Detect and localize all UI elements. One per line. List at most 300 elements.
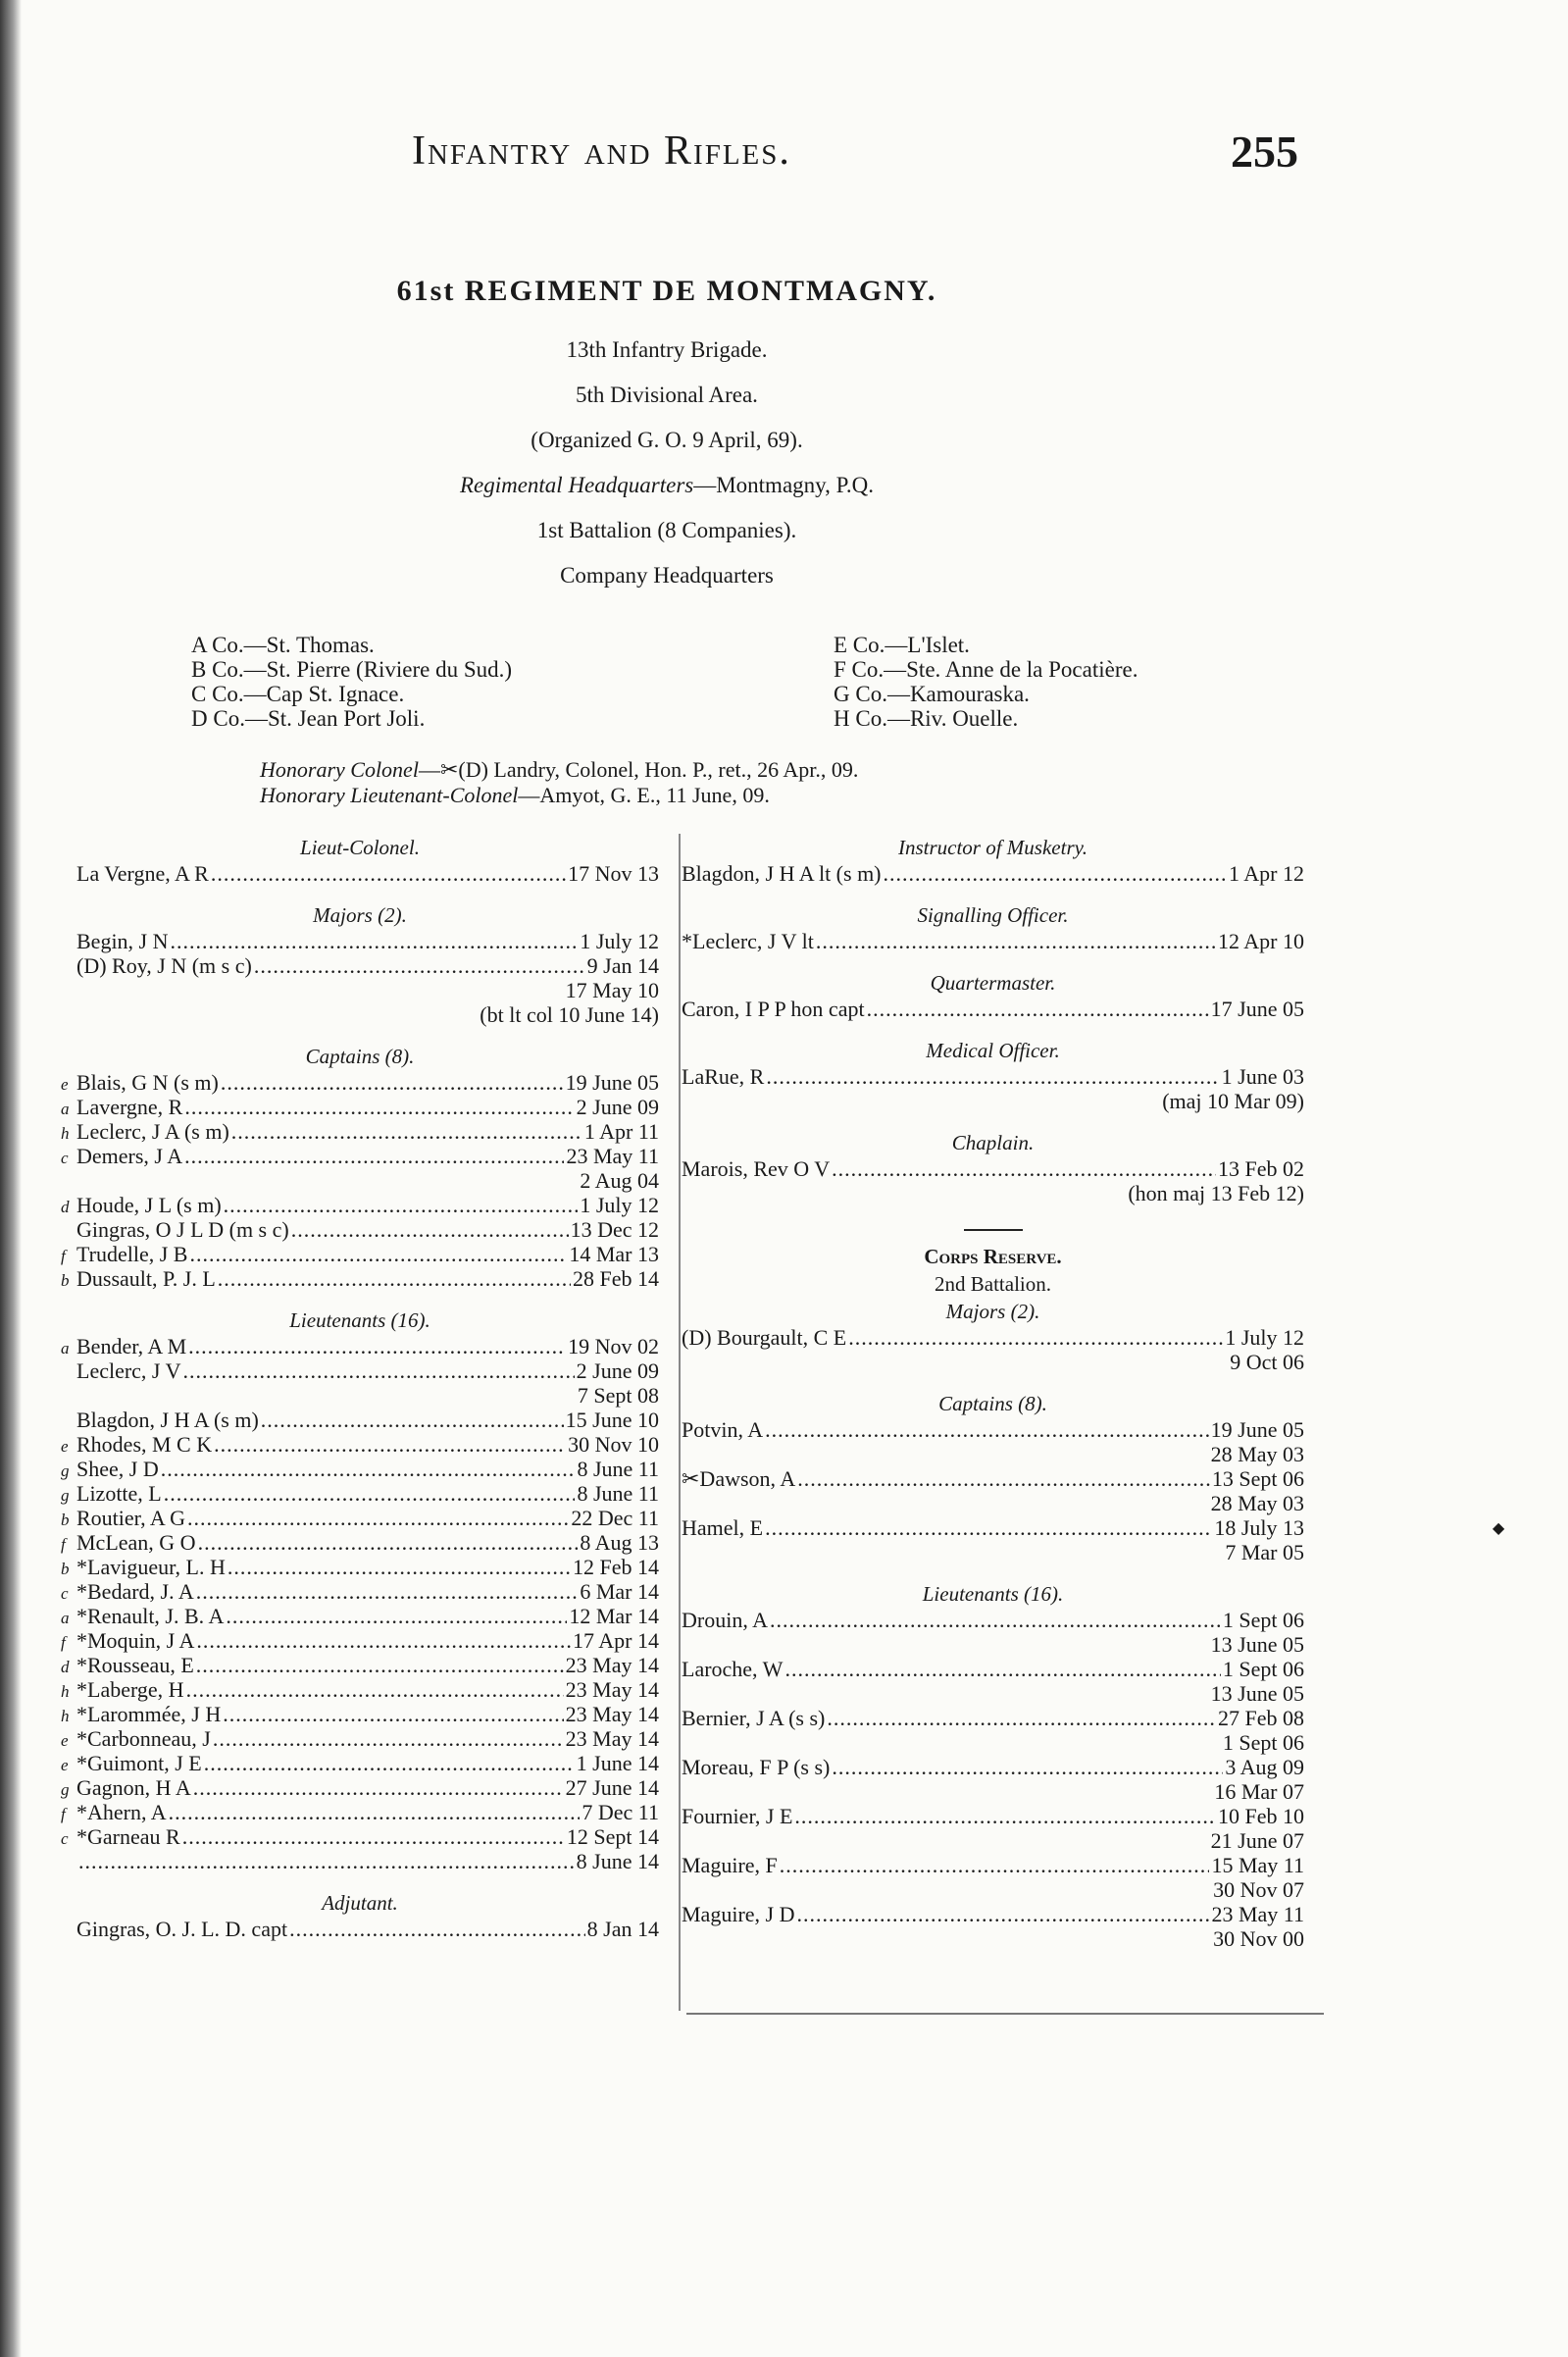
officer-entry: [61, 1193, 659, 1217]
company-letter: e: [61, 1756, 69, 1774]
officer-entry: [682, 1657, 1304, 1681]
honorary-lt-colonel-label: Honorary Lieutenant-Colonel: [260, 783, 519, 807]
honorary-lt-colonel-value: —Amyot, G. E., 11 June, 09.: [518, 783, 770, 807]
officer-entry: [682, 1466, 1304, 1491]
officer-entry: [682, 997, 1304, 1021]
leader-dots: [78, 1849, 575, 1873]
officer-name: Lizotte, L: [76, 1481, 162, 1506]
company-letter: g: [61, 1780, 70, 1799]
company-item: D Co.—St. Jean Port Joli.: [191, 706, 426, 731]
leader-dots: [832, 1156, 1216, 1181]
officer-name: *Bedard, J. A: [76, 1579, 194, 1604]
officer-name: La Vergne, A R: [76, 861, 209, 886]
section-gap: [682, 1951, 1304, 1967]
appointment-date: 23 May 11: [566, 1144, 659, 1168]
leader-dots: [780, 1853, 1210, 1877]
appointment-date: 23 May 11: [1211, 1902, 1304, 1926]
section-heading: Majors (2).: [945, 1300, 1040, 1323]
regiment-header: [177, 275, 1157, 608]
officer-entry: [61, 1070, 659, 1095]
organized-date: (Organized G. O. 9 April, 69).: [531, 428, 803, 452]
appointment-date: 8 Aug 13: [580, 1530, 659, 1555]
section-heading: Lieutenants (16).: [922, 1582, 1064, 1606]
section-gap: [61, 1873, 659, 1889]
officer-name: Blagdon, J H A (s m): [76, 1408, 259, 1432]
company-letter: c: [61, 1584, 69, 1603]
appointment-date: 17 Nov 13: [568, 861, 659, 886]
officer-name: *Lavigueur, L. H: [76, 1555, 226, 1579]
leader-dots: [770, 1608, 1221, 1632]
officer-entry: [682, 861, 1304, 886]
appointment-date: 1 Sept 06: [1222, 1657, 1304, 1681]
officer-entry: [61, 1334, 659, 1358]
leader-dots: [183, 1358, 575, 1383]
officer-entry: [61, 1506, 659, 1530]
section-gap: [61, 886, 659, 901]
officer-entry: [682, 1156, 1304, 1181]
leader-dots: [204, 1751, 575, 1775]
officer-name: *Larommée, J H: [76, 1702, 222, 1726]
appointment-date: 27 June 14: [565, 1775, 659, 1800]
officer-entry: [61, 1751, 659, 1775]
additional-date: 7 Sept 08: [577, 1383, 659, 1408]
officer-name: *Rousseau, E: [76, 1653, 194, 1677]
appointment-date: 2 June 09: [576, 1095, 659, 1119]
leader-dots: [214, 1432, 566, 1457]
column-divider: [679, 834, 681, 2011]
officer-name: Bernier, J A (s s): [682, 1706, 826, 1730]
appointment-date: 1 Apr 12: [1229, 861, 1304, 886]
leader-dots: [261, 1408, 564, 1432]
regiment-title: 61st REGIMENT DE MONTMAGNY.: [396, 275, 937, 307]
leader-dots: [223, 1702, 563, 1726]
appointment-date: 19 Nov 02: [568, 1334, 659, 1358]
appointment-date: 22 Dec 11: [571, 1506, 659, 1530]
appointment-date: 18 July 13: [1214, 1515, 1304, 1540]
section-gap: [61, 1941, 659, 1957]
appointment-date: 8 June 14: [576, 1849, 659, 1873]
company-list-left: [191, 633, 512, 731]
company-letter: h: [61, 1124, 70, 1143]
honorary-colonel-label: Honorary Colonel: [260, 757, 419, 782]
section-heading: Quartermaster.: [930, 971, 1056, 995]
bottom-rule: [686, 2013, 1324, 2015]
section-heading: Instructor of Musketry.: [897, 836, 1088, 859]
officer-name: *Moquin, J A: [76, 1628, 195, 1653]
appointment-date: 1 June 03: [1221, 1064, 1304, 1089]
appointment-date: 1 July 12: [580, 1193, 659, 1217]
additional-date: 30 Nov 07: [1213, 1877, 1304, 1902]
company-item: E Co.—L'Islet.: [834, 633, 970, 657]
company-letter: b: [61, 1560, 70, 1578]
section-heading: Lieut-Colonel.: [300, 836, 420, 859]
officer-entry: [61, 1628, 659, 1653]
leader-dots: [765, 1515, 1212, 1540]
brigade: 13th Infantry Brigade.: [566, 337, 768, 362]
leader-dots: [182, 1824, 565, 1849]
company-list-right: [834, 633, 1138, 731]
officer-name: *Laberge, H: [76, 1677, 184, 1702]
reserve-title: Corps Reserve.: [924, 1245, 1062, 1268]
leader-dots: [161, 1457, 576, 1481]
appointment-date: 17 Apr 14: [573, 1628, 659, 1653]
leader-dots: [196, 1628, 571, 1653]
leader-dots: [884, 861, 1227, 886]
running-title: Infantry and Rifles.: [412, 128, 791, 174]
officer-name: Blais, G N (s m): [76, 1070, 219, 1095]
company-letter: h: [61, 1707, 70, 1725]
officer-entry: [61, 1481, 659, 1506]
officer-name: Drouin, A: [682, 1608, 768, 1632]
section-gap: [682, 1374, 1304, 1390]
officer-name: Potvin, A: [682, 1417, 764, 1442]
leader-dots: [827, 1706, 1216, 1730]
appointment-date: 23 May 14: [565, 1653, 659, 1677]
officer-entry: [61, 1358, 659, 1383]
officer-name: Lavergne, R: [76, 1095, 183, 1119]
appointment-date: 17 June 05: [1210, 997, 1304, 1021]
leader-dots: [198, 1530, 579, 1555]
officer-name: Houde, J L (s m): [76, 1193, 222, 1217]
company-letter: e: [61, 1075, 69, 1094]
leader-dots: [784, 1657, 1220, 1681]
officer-name: Gingras, O. J. L. D. capt: [76, 1917, 288, 1941]
officer-name: *Carbonneau, J: [76, 1726, 211, 1751]
officer-entry: [61, 1530, 659, 1555]
leader-dots: [231, 1119, 582, 1144]
additional-date: 7 Mar 05: [1225, 1540, 1304, 1564]
leader-dots: [193, 1775, 564, 1800]
additional-date: 16 Mar 07: [1214, 1779, 1304, 1804]
officer-name: Maguire, F: [682, 1853, 778, 1877]
leader-dots: [189, 1242, 567, 1266]
company-item: C Co.—Cap St. Ignace.: [191, 682, 405, 706]
officer-entry: [682, 1515, 1304, 1540]
officer-entry: [61, 1800, 659, 1824]
company-letter: g: [61, 1461, 70, 1480]
leader-dots: [867, 997, 1209, 1021]
additional-date: 17 May 10: [565, 978, 659, 1002]
officer-entry: [61, 1457, 659, 1481]
section-gap: [682, 1564, 1304, 1580]
leader-dots: [213, 1726, 564, 1751]
officer-entry: [61, 861, 659, 886]
company-letter: b: [61, 1271, 70, 1290]
officer-entry: [61, 1144, 659, 1168]
company-letter: d: [61, 1198, 70, 1216]
appointment-date: 12 Apr 10: [1218, 929, 1304, 953]
appointment-date: 8 June 11: [577, 1457, 659, 1481]
page-number: 255: [1231, 127, 1298, 177]
officer-name: Moreau, F P (s s): [682, 1755, 831, 1779]
appointment-date: 13 Dec 12: [570, 1217, 659, 1242]
officer-name: Dussault, P. J. L: [76, 1266, 216, 1291]
section-heading: Captains (8).: [938, 1392, 1047, 1415]
reserve-battalion: 2nd Battalion.: [935, 1272, 1051, 1296]
officer-name: Laroche, W: [682, 1657, 784, 1681]
section-gap: [61, 1027, 659, 1043]
officer-entry: [61, 1775, 659, 1800]
section-heading: Lieutenants (16).: [289, 1308, 430, 1332]
additional-date: 28 May 03: [1210, 1491, 1304, 1515]
section-gap: [61, 1291, 659, 1307]
leader-dots: [169, 1800, 581, 1824]
officer-entry: [61, 1604, 659, 1628]
officer-name: Gagnon, H A: [76, 1775, 191, 1800]
honorary-lt-colonel: [260, 783, 858, 808]
appointment-date: 8 Jan 14: [586, 1917, 659, 1941]
officer-name: *Garneau R: [76, 1824, 180, 1849]
company-item: A Co.—St. Thomas.: [191, 633, 375, 657]
leader-dots: [196, 1653, 564, 1677]
officer-name: Leclerc, J A (s m): [76, 1119, 229, 1144]
additional-date: 13 June 05: [1210, 1632, 1304, 1657]
additional-date: 2 Aug 04: [580, 1168, 659, 1193]
officer-name: Marois, Rev O V: [682, 1156, 831, 1181]
leader-dots: [848, 1325, 1223, 1350]
appointment-date: 30 Nov 10: [568, 1432, 659, 1457]
leader-dots: [186, 1677, 564, 1702]
officer-entry: [61, 1824, 659, 1849]
company-letter: a: [61, 1339, 70, 1358]
leader-dots: [187, 1506, 569, 1530]
officer-entry: [682, 1706, 1304, 1730]
officer-entry: [61, 1917, 659, 1941]
section-gap: [682, 1021, 1304, 1037]
leader-dots: [188, 1334, 566, 1358]
company-letter: c: [61, 1829, 69, 1848]
officer-entry: [61, 1095, 659, 1119]
officer-name: LaRue, R: [682, 1064, 765, 1089]
additional-date: 21 June 07: [1210, 1828, 1304, 1853]
officer-list-right: [682, 834, 1304, 1967]
officer-entry: [682, 929, 1304, 953]
company-hq-heading: Company Headquarters: [560, 563, 774, 588]
company-item: G Co.—Kamouraska.: [834, 682, 1030, 706]
appointment-date: 12 Feb 14: [573, 1555, 659, 1579]
leader-dots: [224, 1193, 579, 1217]
officer-entry: [61, 929, 659, 953]
additional-date: 1 Sept 06: [1222, 1730, 1304, 1755]
company-letter: c: [61, 1149, 69, 1167]
officer-entry: [682, 1064, 1304, 1089]
company-item: B Co.—St. Pierre (Riviere du Sud.): [191, 657, 513, 682]
section-heading: Adjutant.: [322, 1891, 398, 1915]
leader-dots: [797, 1466, 1210, 1491]
appointment-date: 12 Sept 14: [566, 1824, 659, 1849]
officer-entry: [61, 953, 659, 978]
officer-name: *Leclerc, J V lt: [682, 929, 814, 953]
appointment-date: 19 June 05: [565, 1070, 659, 1095]
appointment-date: 28 Feb 14: [573, 1266, 659, 1291]
divisional-area: 5th Divisional Area.: [576, 383, 758, 407]
company-letter: a: [61, 1609, 70, 1627]
officer-list-left: [61, 834, 659, 1957]
appointment-date: 15 June 10: [565, 1408, 659, 1432]
battalion: 1st Battalion (8 Companies).: [536, 518, 797, 542]
section-gap: [682, 1113, 1304, 1129]
company-letter: a: [61, 1100, 70, 1118]
leader-dots: [289, 1917, 585, 1941]
leader-dots: [196, 1579, 579, 1604]
appointment-date: 15 May 11: [1211, 1853, 1304, 1877]
book-spine-shadow: [0, 0, 22, 2357]
regimental-hq-label: Regimental Headquarters: [459, 473, 694, 497]
officer-name: Gingras, O J L D (m s c): [76, 1217, 289, 1242]
company-letter: b: [61, 1511, 70, 1529]
officer-name: Leclerc, J V: [76, 1358, 181, 1383]
appointment-date: 6 Mar 14: [580, 1579, 659, 1604]
leader-dots: [218, 1266, 571, 1291]
officer-name: Bender, A M: [76, 1334, 187, 1358]
company-letter: e: [61, 1437, 69, 1456]
leader-dots: [228, 1555, 571, 1579]
regimental-hq: [177, 473, 1157, 498]
officer-entry: [61, 1217, 659, 1242]
officer-name: *Ahern, A: [76, 1800, 167, 1824]
officer-entry: [61, 1432, 659, 1457]
officer-entry: [61, 1242, 659, 1266]
officer-entry: [682, 1755, 1304, 1779]
additional-date: 30 Nov 00: [1213, 1926, 1304, 1951]
leader-dots: [291, 1217, 569, 1242]
section-gap: [682, 1205, 1304, 1221]
company-item: H Co.—Riv. Ouelle.: [834, 706, 1019, 731]
appointment-date: 10 Feb 10: [1218, 1804, 1304, 1828]
officer-entry: [61, 1266, 659, 1291]
appointment-date: 13 Feb 02: [1218, 1156, 1304, 1181]
appointment-date: 1 July 12: [580, 929, 659, 953]
appointment-date: 14 Mar 13: [569, 1242, 659, 1266]
additional-date: 13 June 05: [1210, 1681, 1304, 1706]
appointment-date: 2 June 09: [576, 1358, 659, 1383]
appointment-date: 23 May 14: [565, 1677, 659, 1702]
section-heading: Chaplain.: [951, 1131, 1035, 1154]
honorary-colonel: [260, 757, 858, 783]
appointment-date: 19 June 05: [1210, 1417, 1304, 1442]
officer-name: Demers, J A: [76, 1144, 183, 1168]
honorary-colonel-value: —✂(D) Landry, Colonel, Hon. P., ret., 26 Apr., 09.: [418, 757, 859, 782]
section-gap: [682, 953, 1304, 969]
officer-entry: [682, 1804, 1304, 1828]
officer-name: *Renault, J. B. A: [76, 1604, 225, 1628]
honorary-officers: [260, 757, 858, 808]
officer-name: Trudelle, J B: [76, 1242, 188, 1266]
company-letter: h: [61, 1682, 70, 1701]
additional-date: (maj 10 Mar 09): [1162, 1089, 1304, 1113]
additional-date: (hon maj 13 Feb 12): [1128, 1181, 1304, 1205]
officer-name: McLean, G O: [76, 1530, 196, 1555]
regimental-hq-value: —Montmagny, P.Q.: [693, 473, 875, 497]
company-letter: f: [61, 1535, 66, 1554]
officer-name: Blagdon, J H A lt (s m): [682, 861, 882, 886]
margin-mark: ◆: [1492, 1520, 1505, 1537]
officer-entry: [682, 1608, 1304, 1632]
appointment-date: 23 May 14: [565, 1726, 659, 1751]
officer-entry: [61, 1653, 659, 1677]
officer-entry: [682, 1853, 1304, 1877]
company-letter: d: [61, 1658, 70, 1676]
appointment-date: 27 Feb 08: [1218, 1706, 1304, 1730]
appointment-date: 13 Sept 06: [1211, 1466, 1304, 1491]
leader-dots: [794, 1804, 1216, 1828]
officer-entry: [682, 1417, 1304, 1442]
officer-entry: [61, 1702, 659, 1726]
officer-name: Routier, A G: [76, 1506, 185, 1530]
appointment-date: 23 May 14: [565, 1702, 659, 1726]
officer-entry: [61, 1677, 659, 1702]
section-heading: Captains (8).: [305, 1045, 415, 1068]
leader-dots: [766, 1064, 1219, 1089]
officer-entry: [682, 1902, 1304, 1926]
leader-dots: [832, 1755, 1223, 1779]
appointment-date: 1 Sept 06: [1222, 1608, 1304, 1632]
section-rule: [964, 1229, 1023, 1231]
leader-dots: [254, 953, 585, 978]
officer-entry: [61, 1726, 659, 1751]
officer-entry: [61, 1408, 659, 1432]
appointment-date: 1 July 12: [1225, 1325, 1304, 1350]
officer-name: Begin, J N: [76, 929, 169, 953]
leader-dots: [184, 1144, 564, 1168]
appointment-date: 1 June 14: [576, 1751, 659, 1775]
company-letter: g: [61, 1486, 70, 1505]
officer-name: (D) Bourgault, C E: [682, 1325, 847, 1350]
company-letter: f: [61, 1247, 66, 1265]
officer-name: *Guimont, J E: [76, 1751, 202, 1775]
additional-date: 28 May 03: [1210, 1442, 1304, 1466]
company-item: F Co.—Ste. Anne de la Pocatière.: [834, 657, 1138, 682]
company-letter: f: [61, 1805, 66, 1823]
leader-dots: [221, 1070, 564, 1095]
additional-date: 9 Oct 06: [1230, 1350, 1304, 1374]
officer-name: Caron, I P P hon capt: [682, 997, 865, 1021]
officer-name: Shee, J D: [76, 1457, 159, 1481]
officer-entry: [61, 1555, 659, 1579]
appointment-date: 1 Apr 11: [583, 1119, 659, 1144]
appointment-date: 12 Mar 14: [569, 1604, 659, 1628]
officer-name: Maguire, J D: [682, 1902, 795, 1926]
section-gap: [682, 886, 1304, 901]
officer-name: Fournier, J E: [682, 1804, 793, 1828]
leader-dots: [226, 1604, 567, 1628]
appointment-date: 8 June 11: [577, 1481, 659, 1506]
section-heading: Majors (2).: [313, 903, 407, 927]
officer-name: Hamel, E: [682, 1515, 764, 1540]
section-heading: Medical Officer.: [926, 1039, 1060, 1062]
leader-dots: [171, 929, 579, 953]
leader-dots: [164, 1481, 576, 1506]
leader-dots: [796, 1902, 1209, 1926]
officer-entry: [682, 1325, 1304, 1350]
appointment-date: 3 Aug 09: [1225, 1755, 1304, 1779]
section-heading: Signalling Officer.: [917, 903, 1069, 927]
officer-entry: [61, 1119, 659, 1144]
leader-dots: [184, 1095, 574, 1119]
officer-name: Rhodes, M C K: [76, 1432, 213, 1457]
officer-entry: [61, 1849, 659, 1873]
leader-dots: [816, 929, 1216, 953]
officer-name: (D) Roy, J N (m s c): [76, 953, 252, 978]
company-letter: e: [61, 1731, 69, 1750]
officer-name: ✂Dawson, A: [682, 1466, 796, 1491]
leader-dots: [211, 861, 566, 886]
officer-entry: [61, 1579, 659, 1604]
company-letter: f: [61, 1633, 66, 1652]
additional-date: (bt lt col 10 June 14): [480, 1002, 659, 1027]
leader-dots: [765, 1417, 1209, 1442]
appointment-date: 9 Jan 14: [586, 953, 659, 978]
